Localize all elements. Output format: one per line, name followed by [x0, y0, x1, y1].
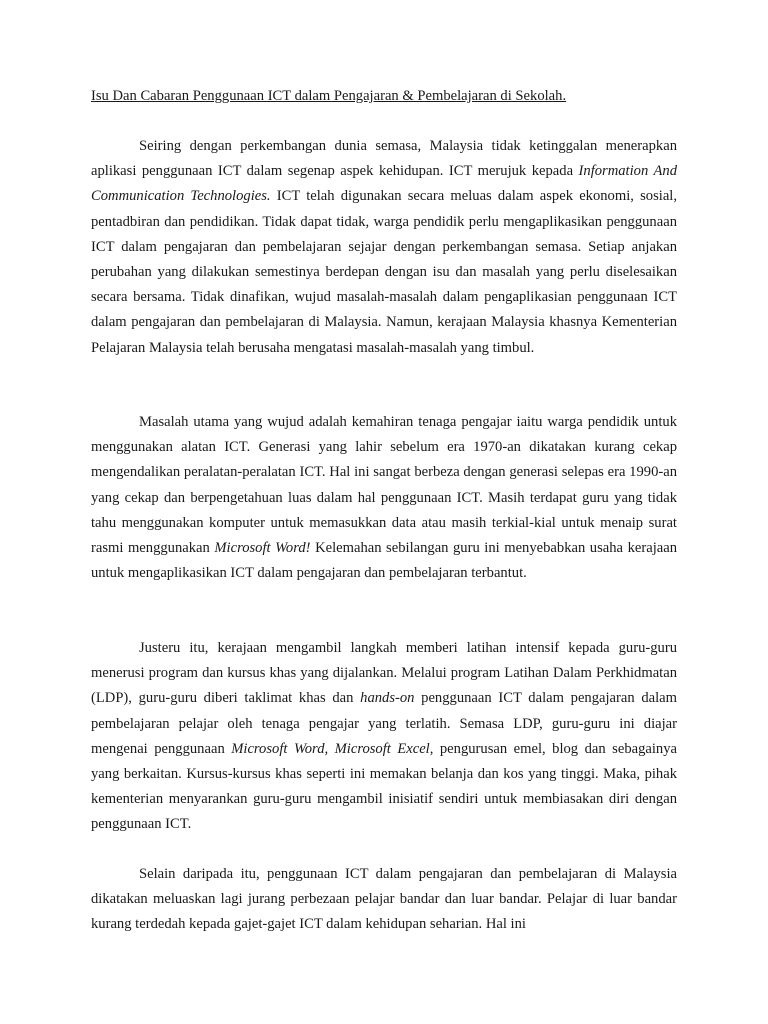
paragraph-1-emphasis-a: Information And Communication Technologies. [91, 163, 677, 205]
paragraph-3-emphasis-b: Microsoft Word, Microsoft Excel, [231, 740, 434, 757]
paragraph-2-text-a: Masalah utama yang wujud adalah kemahiran tenaga pengajar iaitu warga pendidik untuk menggunakan alatan ICT. Generasi yang lahir sebelum era 1970-an dikatakan kurang cekap mengendalikan peralatan-peralatan ICT. Hal ini sangat berbeza dengan generasi selepas era 1990-an yang cekap dan berpengetahuan luas dalam hal penggunaan ICT. Masih terdapat guru yang tidak tahu menggunakan komputer untuk memasukkan data atau masih terkial-kial untuk menaip surat rasmi menggunakan [91, 414, 677, 557]
paragraph-2 [91, 410, 677, 586]
paragraph-3-text-c: pengurusan emel, blog dan sebagainya yang berkaitan. Kursus-kursus khas seperti ini memakan belanja dan kos yang tinggi. Maka, pihak kementerian menyarankan guru-guru mengambil inisiatif sendiri untuk membiasakan diri dengan penggunaan ICT. [91, 740, 677, 833]
paragraph-4 [91, 862, 677, 938]
paragraph-3-emphasis-a: hands-on [360, 690, 415, 707]
paragraph-3-text-a: Justeru itu, kerajaan mengambil langkah memberi latihan intensif kepada guru-guru menerusi program dan kursus khas yang dijalankan. Melalui program Latihan Dalam Perkhidmatan (LDP), guru-guru diberi taklimat khas dan [91, 640, 677, 707]
paragraph-3-text-b: penggunaan ICT dalam pengajaran dalam pembelajaran pelajar oleh tenaga pengajar yang terlatih. Semasa LDP, guru-guru ini diajar mengenai penggunaan [91, 690, 678, 757]
paragraph-1-text-a: Seiring dengan perkembangan dunia semasa, Malaysia tidak ketinggalan menerapkan aplikasi penggunaan ICT dalam segenap aspek kehidupan. ICT merujuk kepada [91, 138, 677, 180]
paragraph-1 [91, 134, 677, 361]
paragraph-1-text-b: ICT telah digunakan secara meluas dalam aspek ekonomi, sosial, pentadbiran dan pendidikan. Tidak dapat tidak, warga pendidik perlu mengaplikasikan penggunaan ICT dalam pengajaran dan pembelajaran sejajar dengan perkembangan semasa. Setiap anjakan perubahan yang dilakukan semestinya berdepan dengan isu dan masalah yang perlu diselesaikan secara bersama. Tidak dinafikan, wujud masalah-masalah dalam pengaplikasian penggunaan ICT dalam pengajaran dan pembelajaran di Malaysia. Namun, kerajaan Malaysia khasnya Kementerian Pelajaran Malaysia telah berusaha mengatasi masalah-masalah yang timbul. [91, 188, 677, 356]
paragraph-3 [91, 636, 677, 838]
document-title: Isu Dan Cabaran Penggunaan ICT dalam Pengajaran & Pembelajaran di Sekolah. [91, 88, 567, 104]
paragraph-4-text-a: Selain daripada itu, penggunaan ICT dalam pengajaran dan pembelajaran di Malaysia dikatakan meluaskan lagi jurang perbezaan pelajar bandar dan luar bandar. Pelajar di luar bandar kurang terdedah kepada gajet-gajet ICT dalam kehidupan seharian. Hal ini [91, 866, 677, 933]
paragraph-2-emphasis-a: Microsoft Word! [214, 540, 311, 557]
paragraph-2-text-b: Kelemahan sebilangan guru ini menyebabkan usaha kerajaan untuk mengaplikasikan ICT dalam pengajaran dan pembelajaran terbantut. [91, 540, 677, 582]
